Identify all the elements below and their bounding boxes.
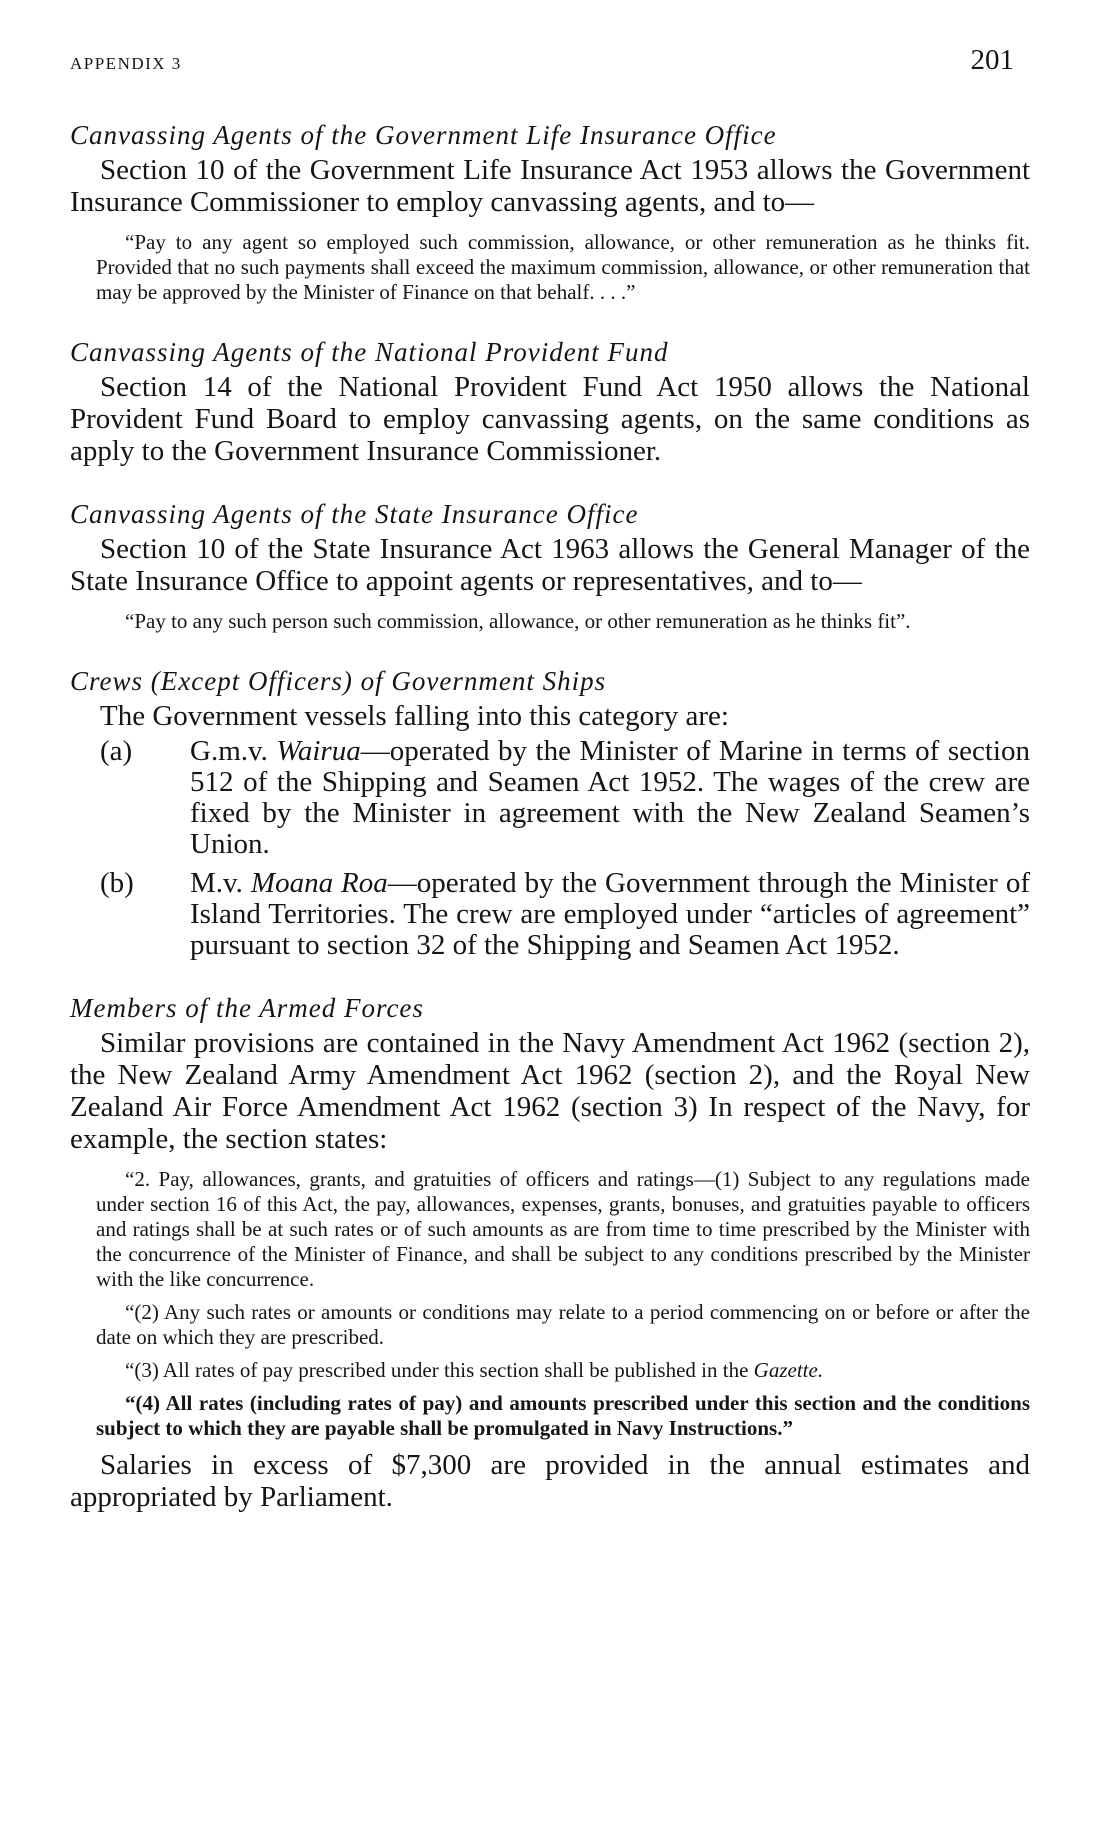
quote-paragraph: “(2) Any such rates or amounts or conditions may relate to a period commencing on or before or after the date on which they are prescribed. <box>96 1300 1030 1349</box>
list-item-text: —operated by the Government through the Minister of Island Territories. The crew are employed under “articles of agreement” pursuant to section 32 of the Shipping and Seamen Act 1952. <box>190 867 1031 961</box>
section-body-state-insurance: Section 10 of the State Insurance Act 1963 allows the General Manager of the State Insurance Office to appoint agents or representatives, and to— <box>70 533 1030 597</box>
quote-state-insurance: “Pay to any such person such commission, allowance, or other remuneration as he thinks fit”. <box>125 609 911 633</box>
section-heading-government-life: Canvassing Agents of the Government Life Insurance Office <box>70 120 777 150</box>
list-marker: (b) <box>100 867 134 899</box>
ship-name: Wairua <box>276 735 361 767</box>
section-body-national-provident: Section 14 of the National Provident Fund Act 1950 allows the National Provident Fund Board to employ canvassing agents, on the same conditions as apply to the Government Insurance Commissioner. <box>70 371 1030 467</box>
list-item-text: —operated by the Minister of Marine in terms of section 512 of the Shipping and Seamen Act 1952. The wages of the crew are fixed by the Minister in agreement with the New Zealand Seamen’s Union. <box>190 735 1030 860</box>
section-body-government-ships: The Government vessels falling into this category are: <box>100 700 729 732</box>
page-header <box>70 44 1014 84</box>
ship-name: Moana Roa <box>250 867 388 899</box>
section-body-armed-forces: Similar provisions are contained in the Navy Amendment Act 1962 (section 2), the New Zealand Army Amendment Act 1962 (section 2), and the Royal New Zealand Air Force Amendment Act 1962 (section 3) In respect of the Navy, for example, the section states: <box>70 1027 1030 1155</box>
list-item <box>70 736 1030 860</box>
closing-paragraph: Salaries in excess of $7,300 are provided in the annual estimates and appropriated by Parliament. <box>70 1449 1030 1513</box>
section-heading-government-ships: Crews (Except Officers) of Government Ships <box>70 666 607 696</box>
section-heading-armed-forces: Members of the Armed Forces <box>70 993 424 1023</box>
section-heading-state-insurance: Canvassing Agents of the State Insurance Office <box>70 499 639 529</box>
page-number: 201 <box>970 44 1014 76</box>
list-item <box>70 868 1030 961</box>
quote-paragraph: “(4) All rates (including rates of pay) and amounts prescribed under this section and the conditions subject to which they are payable shall be promulgated in Navy Instructions.” <box>96 1391 1030 1440</box>
page-content <box>70 118 1030 1513</box>
running-head: APPENDIX 3 <box>70 54 182 73</box>
ship-prefix: G.m.v. <box>190 735 277 767</box>
quote-paragraph: “(3) All rates of pay prescribed under this section shall be published in the <box>125 1358 749 1382</box>
gazette-word: Gazette. <box>753 1358 824 1382</box>
quote-armed-forces <box>96 1167 1030 1441</box>
section-body-government-life: Section 10 of the Government Life Insurance Act 1953 allows the Government Insurance Commissioner to employ canvassing agents, and to— <box>70 154 1030 218</box>
quote-government-life: “Pay to any agent so employed such commission, allowance, or other remuneration as he thinks fit. Provided that no such payments shall exceed the maximum commission, allowance, or other remuneration that may be approved by the Minister of Finance on that behalf. . . .” <box>96 230 1030 304</box>
section-heading-national-provident: Canvassing Agents of the National Provident Fund <box>70 337 669 367</box>
ship-prefix: M.v. <box>190 867 251 899</box>
list-marker: (a) <box>100 735 133 767</box>
quote-paragraph: “2. Pay, allowances, grants, and gratuities of officers and ratings—(1) Subject to any regulations made under section 16 of this Act, the pay, allowances, expenses, grants, bonuses, and gratuities payable to officers and ratings shall be at such rates or of such amounts as are from time to time prescribed by the Minister with the concurrence of the Minister of Finance, and shall be subject to any conditions prescribed by the Minister with the like concurrence. <box>96 1167 1030 1291</box>
